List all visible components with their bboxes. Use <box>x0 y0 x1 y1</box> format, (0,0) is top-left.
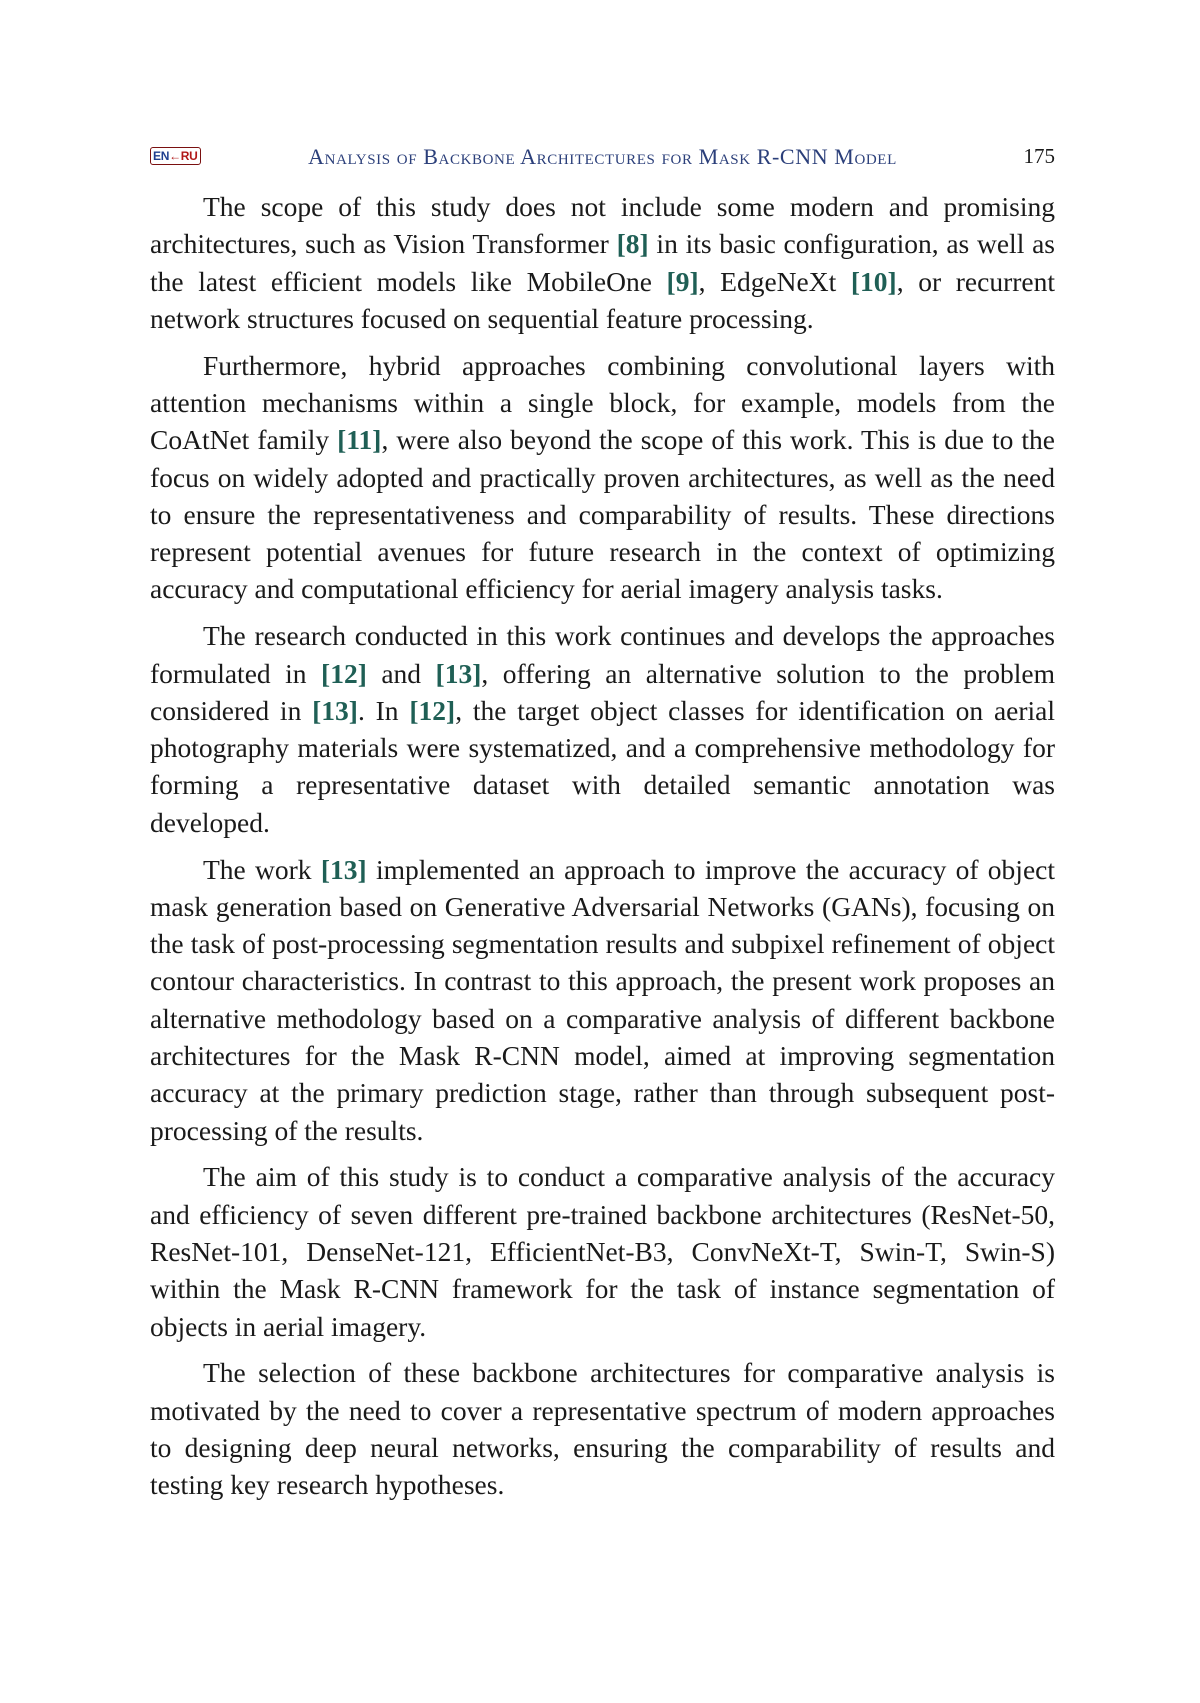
paragraph-5 <box>150 1158 1055 1344</box>
citation-link-8[interactable]: [8] <box>616 228 649 260</box>
paragraph-6 <box>150 1354 1055 1503</box>
language-arrow-icon: ← <box>169 149 181 163</box>
body-text <box>150 188 1055 1513</box>
citation-link-12[interactable]: [12] <box>409 694 456 726</box>
text-segment: in its basic configuration, as well as the latest efficient models like MobileOne <box>150 228 1056 297</box>
text-segment: The research conducted in this work continues and develops the approaches formulated in <box>150 620 1055 689</box>
text-segment: , offering an alternative solution to the problem considered in <box>150 657 1055 726</box>
citation-link-13[interactable]: [13] <box>320 853 367 885</box>
citation-link-10[interactable]: [10] <box>850 265 897 297</box>
text-segment: . In <box>357 694 410 726</box>
paragraph-4 <box>150 851 1055 1149</box>
citation-link-9[interactable]: [9] <box>666 265 699 297</box>
text-segment: , the target object classes for identification on aerial photography materials were systematized, and a comprehensive methodology for forming a representative dataset with detailed semantic annotation was developed. <box>150 694 1055 838</box>
running-title: Analysis of Backbone Architectures for Mask R-CNN Model <box>308 144 897 169</box>
citation-link-13[interactable]: [13] <box>435 657 482 689</box>
page-number: 175 <box>1023 144 1055 168</box>
paragraph-2 <box>150 347 1055 608</box>
text-segment: The work <box>203 853 321 885</box>
citation-link-12[interactable]: [12] <box>321 657 367 689</box>
text-segment: , were also beyond the scope of this work. This is due to the focus on widely adopted and practically proven architectures, as well as the need to ensure the representativeness and comparability of results. These directions represent potential avenues for future research in the context of optimizing accuracy and computational efficiency for aerial imagery analysis tasks. <box>150 424 1055 605</box>
text-segment: The aim of this study is to conduct a comparative analysis of the accuracy and efficiency of seven different pre-trained backbone architectures (ResNet-50, ResNet-101, DenseNet-121, EfficientNet-B3, ConvNeXt-T, Swin-T, Swin-S) within the Mask R-CNN framework for the task of instance segmentation of objects in aerial imagery. <box>150 1161 1055 1342</box>
citation-link-13[interactable]: [13] <box>312 694 358 726</box>
text-segment: The scope of this study does not include some modern and promising architectures, such as Vision Transformer <box>150 191 1055 260</box>
paragraph-1 <box>150 188 1055 337</box>
text-segment: , or recurrent network structures focused on sequential feature processing. <box>150 265 1056 334</box>
text-segment: The selection of these backbone architectures for comparative analysis is motivated by the need to cover a representative spectrum of modern approaches to designing deep neural networks, ensuring the comparability of results and testing key research hypotheses. <box>150 1357 1055 1501</box>
text-segment: , EdgeNeXt <box>698 265 851 297</box>
text-segment: and <box>366 657 436 689</box>
citation-link-11[interactable]: [11] <box>337 424 382 456</box>
language-en-label: EN <box>153 149 170 163</box>
text-segment: implemented an approach to improve the accuracy of object mask generation based on Generative Adversarial Networks (GANs), focusing on the task of post-processing segmentation results and subpixel refinement of object contour characteristics. In contrast to this approach, the present work proposes an alternative methodology based on a comparative analysis of different backbone architectures for the Mask R-CNN model, aimed at improving segmentation accuracy at the primary prediction stage, rather than through subsequent post-processing of the results. <box>150 853 1056 1146</box>
paragraph-3 <box>150 617 1055 841</box>
language-ru-label: RU <box>180 149 198 163</box>
page-header <box>150 140 1055 174</box>
text-segment: Furthermore, hybrid approaches combining convolutional layers with attention mechanisms within a single block, for example, models from the CoAtNet family <box>150 349 1055 456</box>
